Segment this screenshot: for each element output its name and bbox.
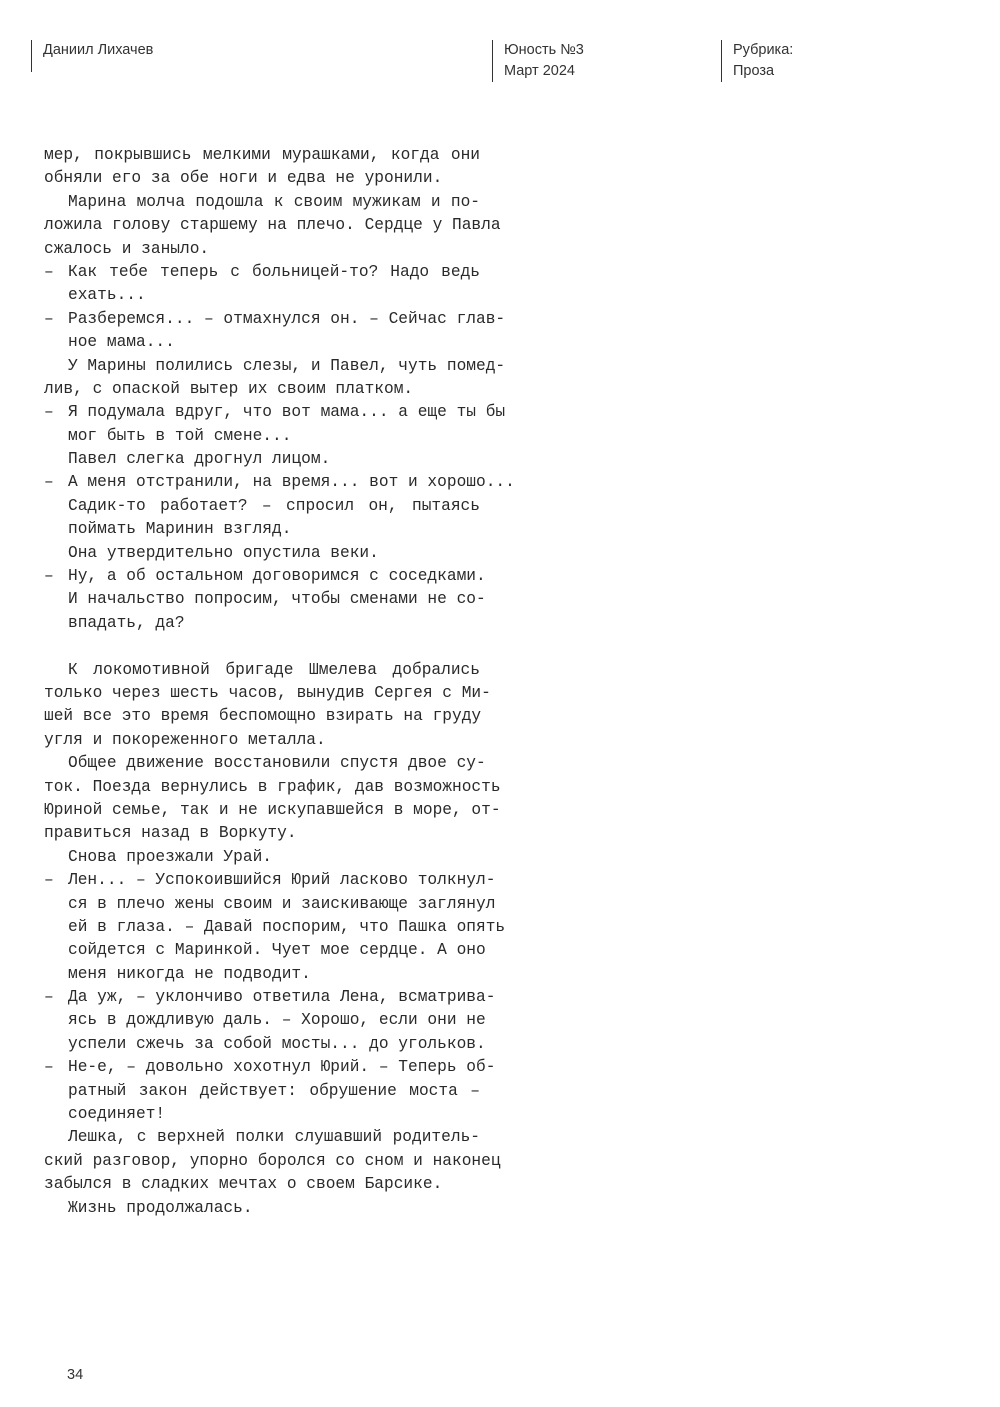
- text-line: шей все это время беспомощно взирать на груду: [44, 707, 482, 726]
- text-line: Общее движение восстановили спустя двое су-: [68, 754, 486, 773]
- text-line: Снова проезжали Урай.: [68, 847, 272, 866]
- text-line: К локомотивной бригаде Шмелева добрались: [68, 660, 480, 679]
- text-line: ский разговор, упорно боролся со сном и наконец: [44, 1151, 501, 1170]
- dialogue-line: – Ну, а об остальном договоримся с соседками.: [44, 565, 480, 588]
- text-line: поймать Маринин взгляд.: [68, 520, 292, 539]
- text-line: сжалось и заныло.: [44, 239, 210, 258]
- text-line: Марина молча подошла к своим мужикам и по-: [68, 192, 480, 211]
- text-line: угля и покореженного металла.: [44, 730, 326, 749]
- journal-title: Юность №3: [504, 42, 584, 58]
- text-line: ей в глаза. – Давай поспорим, что Пашка опять: [68, 917, 506, 936]
- text-line: ратный закон действует: обрушение моста –: [68, 1081, 480, 1100]
- page-number: 34: [67, 1367, 84, 1383]
- text-line: лив, с опаской вытер их своим платком.: [44, 379, 414, 398]
- dialogue-line: – Не-е, – довольно хохотнул Юрий. – Теперь об-: [44, 1056, 480, 1079]
- text-line: Жизнь продолжалась.: [68, 1198, 253, 1217]
- text-line: правиться назад в Воркуту.: [44, 824, 297, 843]
- text-line: Садик-то работает? – спросил он, пытаясь: [68, 496, 480, 515]
- issue-date: Март 2024: [504, 63, 575, 79]
- rubric-label: Рубрика:: [733, 42, 794, 58]
- text-line: мог быть в той смене...: [68, 426, 292, 445]
- text-line: ложила голову старшему на плечо. Сердце у Павла: [44, 216, 501, 235]
- text-line: только через шесть часов, вынудив Сергея с Ми-: [44, 683, 491, 702]
- text-line: мер, покрывшись мелкими мурашками, когда они: [44, 146, 480, 164]
- text-line: ся в плечо жены своим и заискивающе заглянул: [68, 894, 496, 913]
- text-line: меня никогда не подводит.: [68, 964, 311, 983]
- text-line: И начальство попросим, чтобы сменами не со-: [68, 590, 486, 609]
- article-body: [44, 144, 515, 1220]
- text-line: ное мама...: [68, 333, 175, 352]
- rubric-value: Проза: [733, 63, 775, 79]
- text-line: забылся в сладких мечтах о своем Барсике.: [44, 1175, 443, 1194]
- header-rubric: [721, 40, 793, 82]
- text-line: Она утвердительно опустила веки.: [68, 543, 379, 562]
- text-line: впадать, да?: [68, 613, 185, 632]
- text-line: Павел слегка дрогнул лицом.: [68, 450, 331, 469]
- dialogue-line: – А меня отстранили, на время... вот и хорошо...: [44, 471, 480, 494]
- header-issue: [492, 40, 584, 82]
- dialogue-line: – Я подумала вдруг, что вот мама... а еще ты бы: [44, 401, 480, 424]
- header-author: [31, 40, 153, 72]
- text-line: У Марины полились слезы, и Павел, чуть помед-: [68, 356, 506, 375]
- text-line: ехать...: [68, 286, 146, 305]
- text-line: Юриной семье, так и не искупавшейся в море, от-: [44, 800, 501, 819]
- dialogue-line: – Как тебе теперь с больницей-то? Надо ведь: [44, 261, 480, 284]
- dialogue-line: – Лен... – Успокоившийся Юрий ласково толкнул-: [44, 869, 480, 892]
- text-line: ток. Поезда вернулись в график, дав возможность: [44, 777, 501, 796]
- section-break: [44, 635, 480, 658]
- text-line: ясь в дождливую даль. – Хорошо, если они не: [68, 1011, 486, 1030]
- author-name: Даниил Лихачев: [43, 42, 154, 58]
- text-line: обняли его за обе ноги и едва не уронили.: [44, 169, 443, 188]
- text-line: соединяет!: [68, 1105, 166, 1124]
- text-line: сойдется с Маринкой. Чует мое сердце. А оно: [68, 941, 486, 960]
- text-line: Лешка, с верхней полки слушавший родитель-: [68, 1128, 480, 1147]
- dialogue-line: – Да уж, – уклончиво ответила Лена, всматрива-: [44, 986, 480, 1009]
- dialogue-line: – Разберемся... – отмахнулся он. – Сейчас глав-: [44, 308, 480, 331]
- text-line: успели сжечь за собой мосты... до угольков.: [68, 1034, 486, 1053]
